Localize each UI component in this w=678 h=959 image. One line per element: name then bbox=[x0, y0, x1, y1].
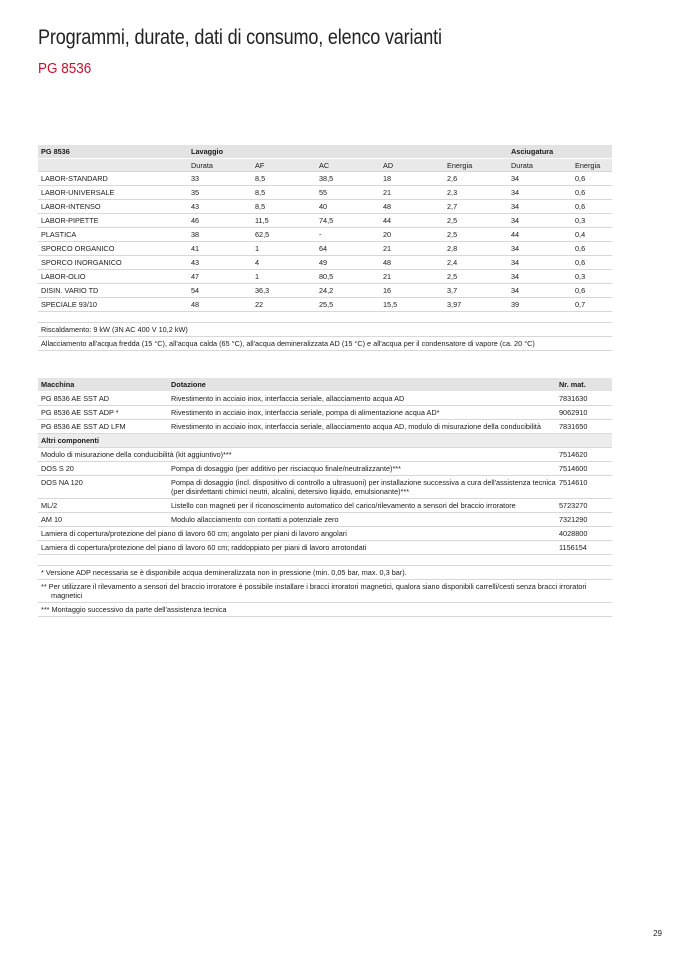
machine-equipment: Rivestimento in acciaio inox, interfaccia seriale, allacciamento acqua AD bbox=[168, 392, 556, 406]
component-name: Lamiera di copertura/protezione del piano di lavoro 60 cm; raddoppiato per piani di lavoro arrotondati bbox=[38, 541, 556, 555]
table-cell: 41 bbox=[188, 242, 252, 256]
table-row bbox=[38, 298, 612, 312]
table-cell: 8,5 bbox=[252, 172, 316, 186]
table-cell: 44 bbox=[380, 214, 444, 228]
table-row bbox=[38, 200, 612, 214]
component-name: DOS NA 120 bbox=[38, 476, 168, 499]
material-number: 7831630 bbox=[556, 392, 612, 406]
program-name: PLASTICA bbox=[38, 228, 188, 242]
table-cell: 34 bbox=[508, 200, 572, 214]
program-name: DISIN. VARIO TD bbox=[38, 284, 188, 298]
dry-group-label: Asciugatura bbox=[508, 145, 572, 159]
equipment-header: Dotazione bbox=[168, 378, 556, 392]
machine-equipment: Rivestimento in acciaio inox, interfaccia seriale, allacciamento acqua AD, modulo di misurazione della conducibilità bbox=[168, 420, 556, 434]
table-cell: 3,7 bbox=[444, 284, 508, 298]
table-note-row bbox=[38, 337, 612, 351]
col-header: Durata bbox=[508, 159, 572, 172]
table-cell: 48 bbox=[380, 256, 444, 270]
machine-equipment: Rivestimento in acciaio inox, interfaccia seriale, pompa di alimentazione acqua AD* bbox=[168, 406, 556, 420]
table-cell: 34 bbox=[508, 214, 572, 228]
program-name: SPECIALE 93/10 bbox=[38, 298, 188, 312]
table-cell: 21 bbox=[380, 242, 444, 256]
table-cell: 2,5 bbox=[444, 214, 508, 228]
component-description: Modulo allacciamento con contatti a potenziale zero bbox=[168, 513, 556, 527]
table-cell: 34 bbox=[508, 242, 572, 256]
table-cell: 43 bbox=[188, 200, 252, 214]
variant-table-header bbox=[38, 378, 612, 392]
table-spacer bbox=[38, 312, 612, 323]
table-row bbox=[38, 392, 612, 406]
material-number: 9062910 bbox=[556, 406, 612, 420]
component-description: Pompa di dosaggio (incl. dispositivo di controllo a ultrasuoni) per installazione successiva a cura dell'assistenza tecnica (per disinfettanti chimici neutri, alcalini, detersivo liquido, emulsionante)*** bbox=[168, 476, 556, 499]
table-cell: 2,4 bbox=[444, 256, 508, 270]
model-subtitle: PG 8536 bbox=[38, 60, 92, 77]
table-cell: 0,6 bbox=[572, 242, 612, 256]
table-cell: 3,97 bbox=[444, 298, 508, 312]
program-model-label: PG 8536 bbox=[38, 145, 188, 159]
col-header: AC bbox=[316, 159, 380, 172]
col-header: Durata bbox=[188, 159, 252, 172]
variant-table bbox=[38, 378, 612, 617]
table-cell: 2,5 bbox=[444, 228, 508, 242]
material-number: 1156154 bbox=[556, 541, 612, 555]
component-description: Listello con magneti per il riconoscimento automatico del carico/rilevamento a sensori del braccio irroratore bbox=[168, 499, 556, 513]
table-row bbox=[38, 172, 612, 186]
table-cell: 1 bbox=[252, 270, 316, 284]
program-name: LABOR-UNIVERSALE bbox=[38, 186, 188, 200]
table-row bbox=[38, 406, 612, 420]
table-cell: 0,6 bbox=[572, 172, 612, 186]
component-name: ML/2 bbox=[38, 499, 168, 513]
table-row bbox=[38, 448, 612, 462]
table-cell: 36,3 bbox=[252, 284, 316, 298]
material-number: 7514610 bbox=[556, 476, 612, 499]
table-cell: 2,7 bbox=[444, 200, 508, 214]
program-name: SPORCO ORGANICO bbox=[38, 242, 188, 256]
table-cell: 25,5 bbox=[316, 298, 380, 312]
table-cell: 0,6 bbox=[572, 200, 612, 214]
material-number: 7321290 bbox=[556, 513, 612, 527]
component-description: Pompa di dosaggio (per additivo per risciacquo finale/neutralizzante)*** bbox=[168, 462, 556, 476]
table-cell: 34 bbox=[508, 270, 572, 284]
footnote-row bbox=[38, 603, 612, 617]
section-label: Altri componenti bbox=[38, 434, 612, 448]
table-cell: 21 bbox=[380, 270, 444, 284]
table-cell: 8,5 bbox=[252, 186, 316, 200]
program-table bbox=[38, 145, 612, 351]
table-cell: 34 bbox=[508, 186, 572, 200]
table-row bbox=[38, 476, 612, 499]
table-row bbox=[38, 541, 612, 555]
component-name: Lamiera di copertura/protezione del piano di lavoro 60 cm; angolato per piani di lavoro angolari bbox=[38, 527, 556, 541]
table-cell: 2,5 bbox=[444, 270, 508, 284]
footnote-row bbox=[38, 566, 612, 580]
table-cell: 2,6 bbox=[444, 172, 508, 186]
col-header: AF bbox=[252, 159, 316, 172]
table-row bbox=[38, 420, 612, 434]
component-name: AM 10 bbox=[38, 513, 168, 527]
table-row bbox=[38, 270, 612, 284]
table-cell: 0,7 bbox=[572, 298, 612, 312]
footnote: ** Per utilizzare il rilevamento a sensori del braccio irroratore è possibile installare i bracci irroratori magnetici, qualora siano disponibili carrelli/cesti senza bracci irroratori magnetici bbox=[41, 582, 587, 600]
table-cell: 33 bbox=[188, 172, 252, 186]
program-table-group-header bbox=[38, 145, 612, 159]
col-header: Energia bbox=[444, 159, 508, 172]
program-name: LABOR-OLIO bbox=[38, 270, 188, 284]
table-row bbox=[38, 186, 612, 200]
table-row bbox=[38, 214, 612, 228]
col-header: AD bbox=[380, 159, 444, 172]
table-row bbox=[38, 527, 612, 541]
table-cell: 34 bbox=[508, 172, 572, 186]
table-cell: 0,6 bbox=[572, 256, 612, 270]
table-cell: 22 bbox=[252, 298, 316, 312]
table-cell: 21 bbox=[380, 186, 444, 200]
table-cell: 48 bbox=[380, 200, 444, 214]
table-cell: 47 bbox=[188, 270, 252, 284]
col-header: Energia bbox=[572, 159, 612, 172]
table-cell: 49 bbox=[316, 256, 380, 270]
table-cell: 38,5 bbox=[316, 172, 380, 186]
material-number: 7514620 bbox=[556, 448, 612, 462]
table-cell: 24,2 bbox=[316, 284, 380, 298]
machine-name: PG 8536 AE SST AD LFM bbox=[38, 420, 168, 434]
program-table-subheader bbox=[38, 159, 612, 172]
table-cell: 34 bbox=[508, 256, 572, 270]
material-number: 5723270 bbox=[556, 499, 612, 513]
table-cell: 2,8 bbox=[444, 242, 508, 256]
table-cell: 0,3 bbox=[572, 270, 612, 284]
component-name: DOS S 20 bbox=[38, 462, 168, 476]
table-cell: 20 bbox=[380, 228, 444, 242]
table-cell: 43 bbox=[188, 256, 252, 270]
machine-header: Macchina bbox=[38, 378, 168, 392]
table-cell: 39 bbox=[508, 298, 572, 312]
table-row bbox=[38, 242, 612, 256]
table-cell: 54 bbox=[188, 284, 252, 298]
table-cell: 2,3 bbox=[444, 186, 508, 200]
table-cell: 1 bbox=[252, 242, 316, 256]
table-cell: 44 bbox=[508, 228, 572, 242]
table-cell: 0,6 bbox=[572, 284, 612, 298]
program-name: SPORCO INORGANICO bbox=[38, 256, 188, 270]
table-note: Riscaldamento: 9 kW (3N AC 400 V 10,2 kW) bbox=[38, 323, 612, 337]
component-name: Modulo di misurazione della conducibilità (kit aggiuntivo)*** bbox=[38, 448, 556, 462]
table-cell: 34 bbox=[508, 284, 572, 298]
table-cell: 15,5 bbox=[380, 298, 444, 312]
table-row bbox=[38, 284, 612, 298]
footnote-row bbox=[38, 580, 612, 603]
material-number: 4028800 bbox=[556, 527, 612, 541]
table-row bbox=[38, 513, 612, 527]
table-cell: 35 bbox=[188, 186, 252, 200]
table-note-row bbox=[38, 323, 612, 337]
table-spacer bbox=[38, 555, 612, 566]
table-cell: 8,5 bbox=[252, 200, 316, 214]
material-number: 7514600 bbox=[556, 462, 612, 476]
machine-name: PG 8536 AE SST AD bbox=[38, 392, 168, 406]
table-cell: 55 bbox=[316, 186, 380, 200]
program-name: LABOR-STANDARD bbox=[38, 172, 188, 186]
table-cell: 16 bbox=[380, 284, 444, 298]
table-cell: 18 bbox=[380, 172, 444, 186]
material-number: 7831650 bbox=[556, 420, 612, 434]
machine-name: PG 8536 AE SST ADP * bbox=[38, 406, 168, 420]
section-header bbox=[38, 434, 612, 448]
table-row bbox=[38, 228, 612, 242]
table-cell: 64 bbox=[316, 242, 380, 256]
page-title: Programmi, durate, dati di consumo, elenco varianti bbox=[38, 26, 442, 49]
table-cell: 80,5 bbox=[316, 270, 380, 284]
table-cell: - bbox=[316, 228, 380, 242]
program-name: LABOR-INTENSO bbox=[38, 200, 188, 214]
footnote: *** Montaggio successivo da parte dell'assistenza tecnica bbox=[41, 605, 227, 614]
table-cell: 0,3 bbox=[572, 214, 612, 228]
program-name: LABOR-PIPETTE bbox=[38, 214, 188, 228]
table-cell: 40 bbox=[316, 200, 380, 214]
table-row bbox=[38, 499, 612, 513]
table-cell: 0,6 bbox=[572, 186, 612, 200]
table-cell: 0,4 bbox=[572, 228, 612, 242]
table-cell: 46 bbox=[188, 214, 252, 228]
table-cell: 48 bbox=[188, 298, 252, 312]
table-cell: 4 bbox=[252, 256, 316, 270]
table-cell: 74,5 bbox=[316, 214, 380, 228]
material-number-header: Nr. mat. bbox=[556, 378, 612, 392]
table-cell: 11,5 bbox=[252, 214, 316, 228]
table-note: Allacciamento all'acqua fredda (15 °C), all'acqua calda (65 °C), all'acqua demineralizzata AD (15 °C) e all'acqua per il condensatore di vapore (ca. 20 °C) bbox=[38, 337, 612, 351]
table-row bbox=[38, 462, 612, 476]
footnote: * Versione ADP necessaria se è disponibile acqua demineralizzata non in pressione (min. 0,05 bar, max. 0,3 bar). bbox=[41, 568, 407, 577]
page-number: 29 bbox=[653, 929, 662, 938]
table-cell: 38 bbox=[188, 228, 252, 242]
table-cell: 62,5 bbox=[252, 228, 316, 242]
wash-group-label: Lavaggio bbox=[188, 145, 252, 159]
table-row bbox=[38, 256, 612, 270]
